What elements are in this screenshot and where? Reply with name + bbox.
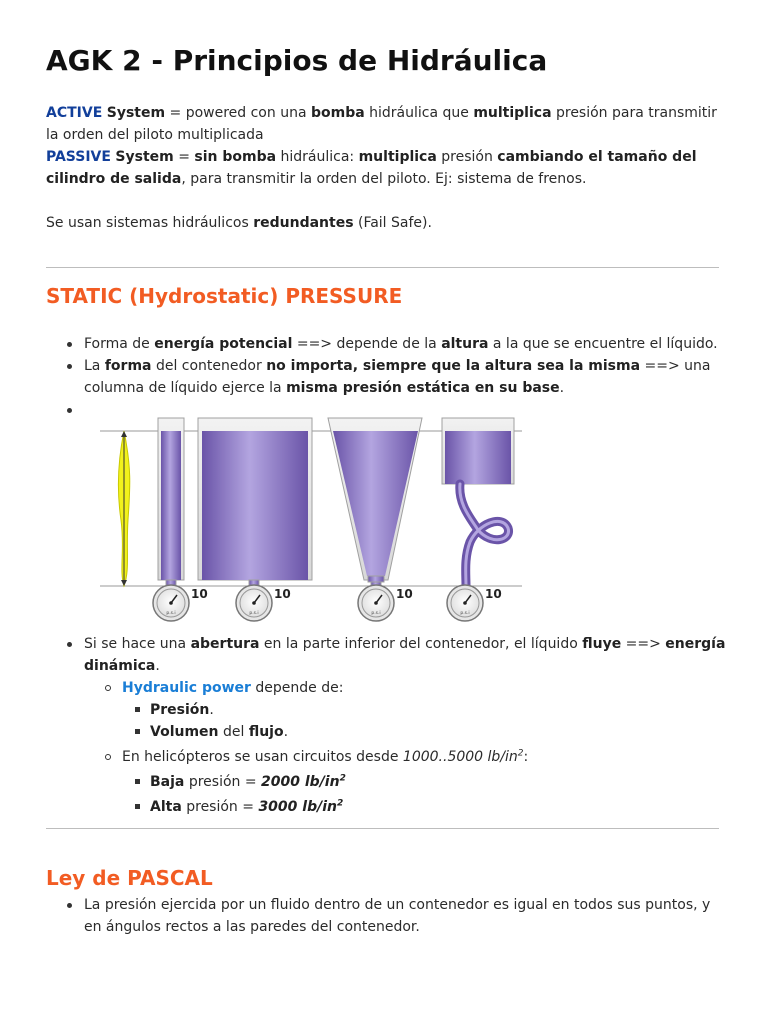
square-bullet-icon bbox=[135, 804, 140, 809]
text: . bbox=[283, 724, 289, 740]
bold: no importa, siempre que la altura sea la misma bbox=[266, 358, 641, 374]
gauge-value: 10 bbox=[396, 587, 413, 601]
sub-list bbox=[84, 677, 726, 818]
circle-bullet-icon bbox=[105, 754, 111, 760]
italic: 1000..5000 lb/in bbox=[402, 749, 518, 765]
text: hidráulica que bbox=[364, 105, 474, 121]
text: ==> una columna de líquido ejerce la bbox=[84, 358, 711, 396]
system-word: System bbox=[106, 105, 166, 121]
text: del bbox=[218, 724, 249, 740]
text: En helicópteros se usan circuitos desde bbox=[122, 749, 403, 765]
bullet-icon bbox=[67, 364, 72, 369]
bullet-icon bbox=[67, 642, 72, 647]
text: presión bbox=[436, 149, 498, 165]
system-word: System bbox=[115, 149, 174, 165]
bold-cilindro: cambiando el tamaño del cilindro de salida bbox=[46, 149, 697, 187]
intro-block bbox=[46, 102, 726, 234]
text: . bbox=[155, 658, 160, 674]
coiled-tube-container bbox=[442, 418, 514, 586]
bold-redundantes: redundantes bbox=[253, 215, 354, 231]
pressure-value: 3000 lb/in bbox=[258, 799, 337, 815]
square-bullet-icon bbox=[135, 729, 140, 734]
bold-bomba: bomba bbox=[310, 105, 365, 121]
list-item bbox=[46, 355, 726, 399]
gauge-unit-label: p.s.i bbox=[460, 611, 470, 616]
sub-sub-list bbox=[122, 771, 726, 818]
bullet-icon bbox=[67, 903, 72, 908]
passive-system-paragraph bbox=[46, 146, 726, 190]
bold: abertura bbox=[190, 636, 260, 652]
text: presión = bbox=[184, 774, 262, 790]
text: ==> bbox=[621, 636, 666, 652]
list-item bbox=[122, 699, 726, 721]
pascal-list bbox=[46, 894, 726, 938]
text: a la que se encuentre el líquido. bbox=[488, 336, 718, 352]
list-item bbox=[122, 721, 726, 743]
bold: misma presión estática en su base bbox=[286, 380, 560, 396]
funnel-container bbox=[328, 418, 422, 588]
bold: Alta bbox=[150, 799, 182, 815]
bold: Baja bbox=[150, 774, 185, 790]
height-marker bbox=[118, 431, 129, 586]
bold: energía dinámica bbox=[84, 636, 726, 674]
text: hidráulica: bbox=[276, 149, 359, 165]
pressure-gauge bbox=[236, 585, 291, 621]
bold-multiplica: multiplica bbox=[358, 149, 437, 165]
pressure-gauge bbox=[358, 585, 413, 621]
list-item bbox=[84, 677, 726, 743]
wide-box-container bbox=[198, 418, 312, 588]
text: La bbox=[84, 358, 105, 374]
pascal-heading: Ley de PASCAL bbox=[46, 866, 213, 890]
active-system-paragraph bbox=[46, 102, 726, 146]
gauge-value: 10 bbox=[485, 587, 502, 601]
list-item bbox=[46, 333, 726, 355]
text: en la parte inferior del contenedor, el líquido bbox=[259, 636, 583, 652]
bold: energía potencial bbox=[154, 336, 293, 352]
hydrostatic-containers-diagram bbox=[92, 410, 532, 628]
pressure-gauge bbox=[447, 585, 502, 621]
text: Si se hace una bbox=[84, 636, 191, 652]
superscript: 2 bbox=[336, 798, 344, 809]
text: presión = bbox=[181, 799, 259, 815]
dynamic-energy-list bbox=[46, 633, 726, 818]
list-item bbox=[122, 771, 726, 793]
bold: Volumen bbox=[150, 724, 219, 740]
text: , para transmitir la orden del piloto. Ej: sistema de frenos. bbox=[181, 171, 587, 187]
gauge-unit-label: p.s.i bbox=[371, 611, 381, 616]
square-bullet-icon bbox=[135, 779, 140, 784]
text: (Fail Safe). bbox=[353, 215, 432, 231]
text: = bbox=[173, 149, 195, 165]
text: . bbox=[209, 702, 214, 718]
text: : bbox=[523, 749, 529, 765]
pressure-value: 2000 lb/in bbox=[261, 774, 340, 790]
sub-sub-list bbox=[122, 699, 726, 743]
gauge-value: 10 bbox=[191, 587, 208, 601]
text: presión para transmitir la orden del piloto multiplicada bbox=[46, 105, 717, 143]
active-keyword: ACTIVE bbox=[46, 105, 103, 121]
gauge-value: 10 bbox=[274, 587, 291, 601]
list-item bbox=[46, 894, 726, 938]
superscript: 2 bbox=[517, 748, 524, 759]
hydraulic-power-link[interactable]: Hydraulic power bbox=[122, 680, 251, 696]
text: . bbox=[559, 380, 565, 396]
text: Se usan sistemas hidráulicos bbox=[46, 215, 254, 231]
bold: altura bbox=[441, 336, 489, 352]
list-item bbox=[84, 746, 726, 818]
superscript: 2 bbox=[339, 773, 346, 784]
gauge-unit-label: p.s.i bbox=[166, 611, 176, 616]
list-item bbox=[122, 796, 726, 818]
bold-multiplica: multiplica bbox=[473, 105, 552, 121]
bold-sin-bomba: sin bomba bbox=[194, 149, 277, 165]
bold: forma bbox=[104, 358, 152, 374]
gauge-unit-label: p.s.i bbox=[249, 611, 259, 616]
text: depende de: bbox=[250, 680, 344, 696]
bullet-icon bbox=[67, 408, 72, 413]
page-title: AGK 2 - Principios de Hidráulica bbox=[46, 44, 548, 77]
bullet-icon bbox=[67, 342, 72, 347]
circle-bullet-icon bbox=[105, 685, 111, 691]
passive-keyword: PASSIVE bbox=[46, 149, 111, 165]
text: del contenedor bbox=[151, 358, 267, 374]
divider bbox=[46, 828, 719, 829]
square-bullet-icon bbox=[135, 707, 140, 712]
text: = powered con una bbox=[165, 105, 311, 121]
redundant-paragraph bbox=[46, 212, 726, 234]
pascal-law-text: La presión ejercida por un fluido dentro de un contenedor es igual en todos sus puntos, y en ángulos rectos a las paredes del contenedor. bbox=[84, 897, 711, 935]
text: ==> depende de la bbox=[292, 336, 442, 352]
pressure-gauge bbox=[153, 585, 208, 621]
text: Forma de bbox=[84, 336, 155, 352]
list-item bbox=[46, 633, 726, 818]
static-pressure-list bbox=[46, 333, 726, 421]
thin-tube-container bbox=[158, 418, 184, 588]
bold: flujo bbox=[248, 724, 284, 740]
bold: fluye bbox=[582, 636, 622, 652]
divider bbox=[46, 267, 719, 268]
static-pressure-heading: STATIC (Hydrostatic) PRESSURE bbox=[46, 284, 403, 308]
bold: Presión bbox=[150, 702, 210, 718]
